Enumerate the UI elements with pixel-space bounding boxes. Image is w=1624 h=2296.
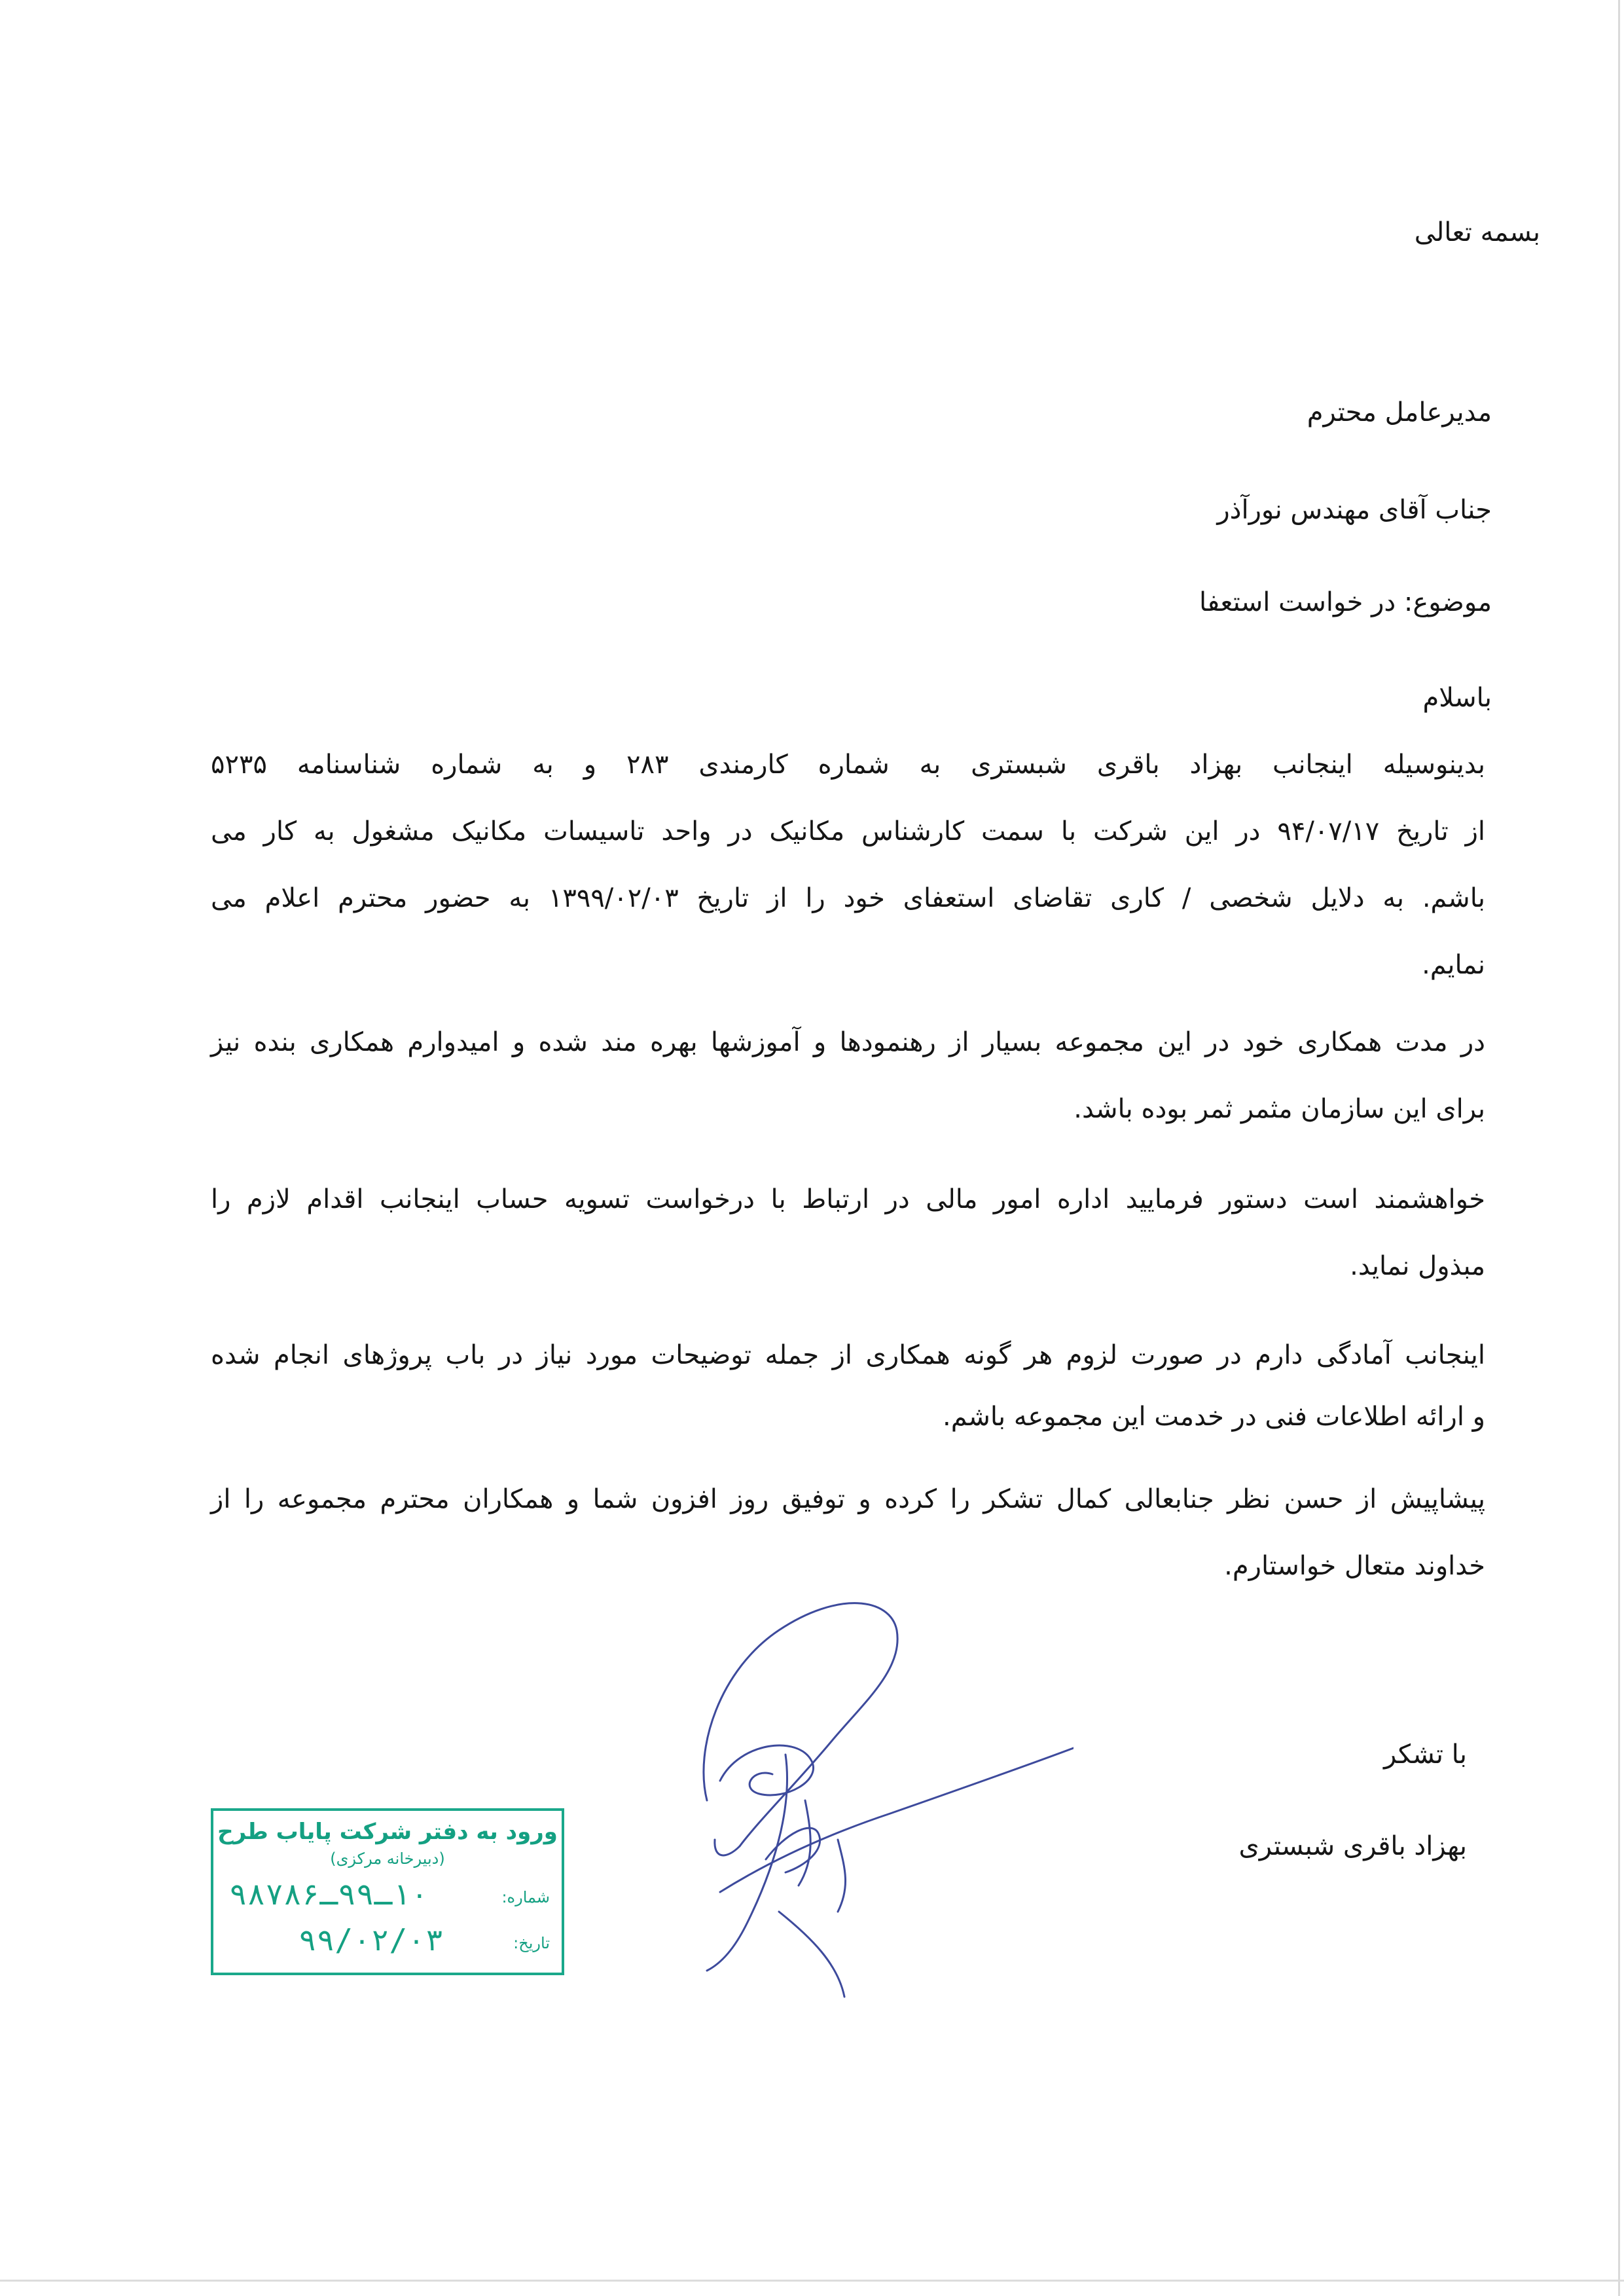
greeting: باسلام <box>1422 683 1492 713</box>
paragraph-5-line-1: پیشاپیش از حسن نظر جنابعالی کمال تشکر را کرده و توفیق روز افزون شما و همکاران محترم مجموعه را از <box>211 1484 1485 1514</box>
paragraph-1-line-1: بدینوسیله اینجانب بهزاد باقری شبستری به شماره کارمندی ۲۸۳ و به شماره شناسنامه ۵۲۳۵ <box>211 750 1485 780</box>
paragraph-4-line-2: و ارائه اطلاعات فنی در خدمت این مجموعه باشم. <box>943 1402 1485 1432</box>
page-edge-right <box>1618 0 1620 2296</box>
recipient-title: مدیرعامل محترم <box>1307 397 1492 428</box>
recipient-name: جناب آقای مهندس نورآذر <box>1217 495 1492 525</box>
paragraph-2-line-2: برای این سازمان مثمر ثمر بوده باشد. <box>1074 1094 1485 1124</box>
signature-icon <box>681 1584 1074 2003</box>
stamp-title: ورود به دفتر شرکت پایاب طرح <box>217 1819 558 1845</box>
stamp-date-value: ۹۹/۰۲/۰۳ <box>298 1922 444 1958</box>
received-stamp <box>211 1808 564 1975</box>
stamp-number-value: ۱۰ـ۹۹ـ۹۸۷۸۶ <box>229 1876 429 1912</box>
closing: با تشکر <box>1383 1740 1467 1770</box>
stamp-subtitle: (دبیرخانه مرکزی) <box>330 1850 445 1868</box>
invocation: بسمه تعالی <box>1414 217 1540 247</box>
signer-name: بهزاد باقری شبستری <box>1238 1831 1467 1861</box>
stamp-number-label: شماره: <box>501 1888 550 1906</box>
paragraph-1-line-3: باشم. به دلایل شخصی / کاری تقاضای استعفای خود را از تاریخ ۱۳۹۹/۰۲/۰۳ به حضور محترم اعلام می <box>211 883 1486 913</box>
paragraph-5-line-2: خداوند متعال خواستارم. <box>1224 1551 1485 1581</box>
paragraph-1-line-2: از تاریخ ۹۴/۰۷/۱۷ در این شرکت با سمت کارشناس مکانیک در واحد تاسیسات مکانیک مشغول به کار می <box>211 816 1485 847</box>
paragraph-2-line-1: در مدت همکاری خود در این مجموعه بسیار از رهنمودها و آموزشها بهره مند شده و امیدوارم همکاری بنده نیز <box>211 1027 1485 1057</box>
paragraph-3-line-2: مبذول نماید. <box>1350 1251 1485 1281</box>
paragraph-3-line-1: خواهشمند است دستور فرمایید اداره امور مالی در ارتباط با درخواست تسویه حساب اینجانب اقدام لازم را <box>211 1184 1485 1214</box>
paragraph-1-line-4: نمایم. <box>1422 950 1485 980</box>
subject-line: موضوع: در خواست استعفا <box>1199 587 1492 617</box>
paragraph-4-line-1: اینجانب آمادگی دارم در صورت لزوم هر گونه همکاری از جمله توضیحات مورد نیاز در باب پروژهای انجام شده <box>211 1340 1485 1370</box>
page-edge-bottom <box>0 2280 1624 2282</box>
stamp-date-label: تاریخ: <box>513 1934 550 1952</box>
